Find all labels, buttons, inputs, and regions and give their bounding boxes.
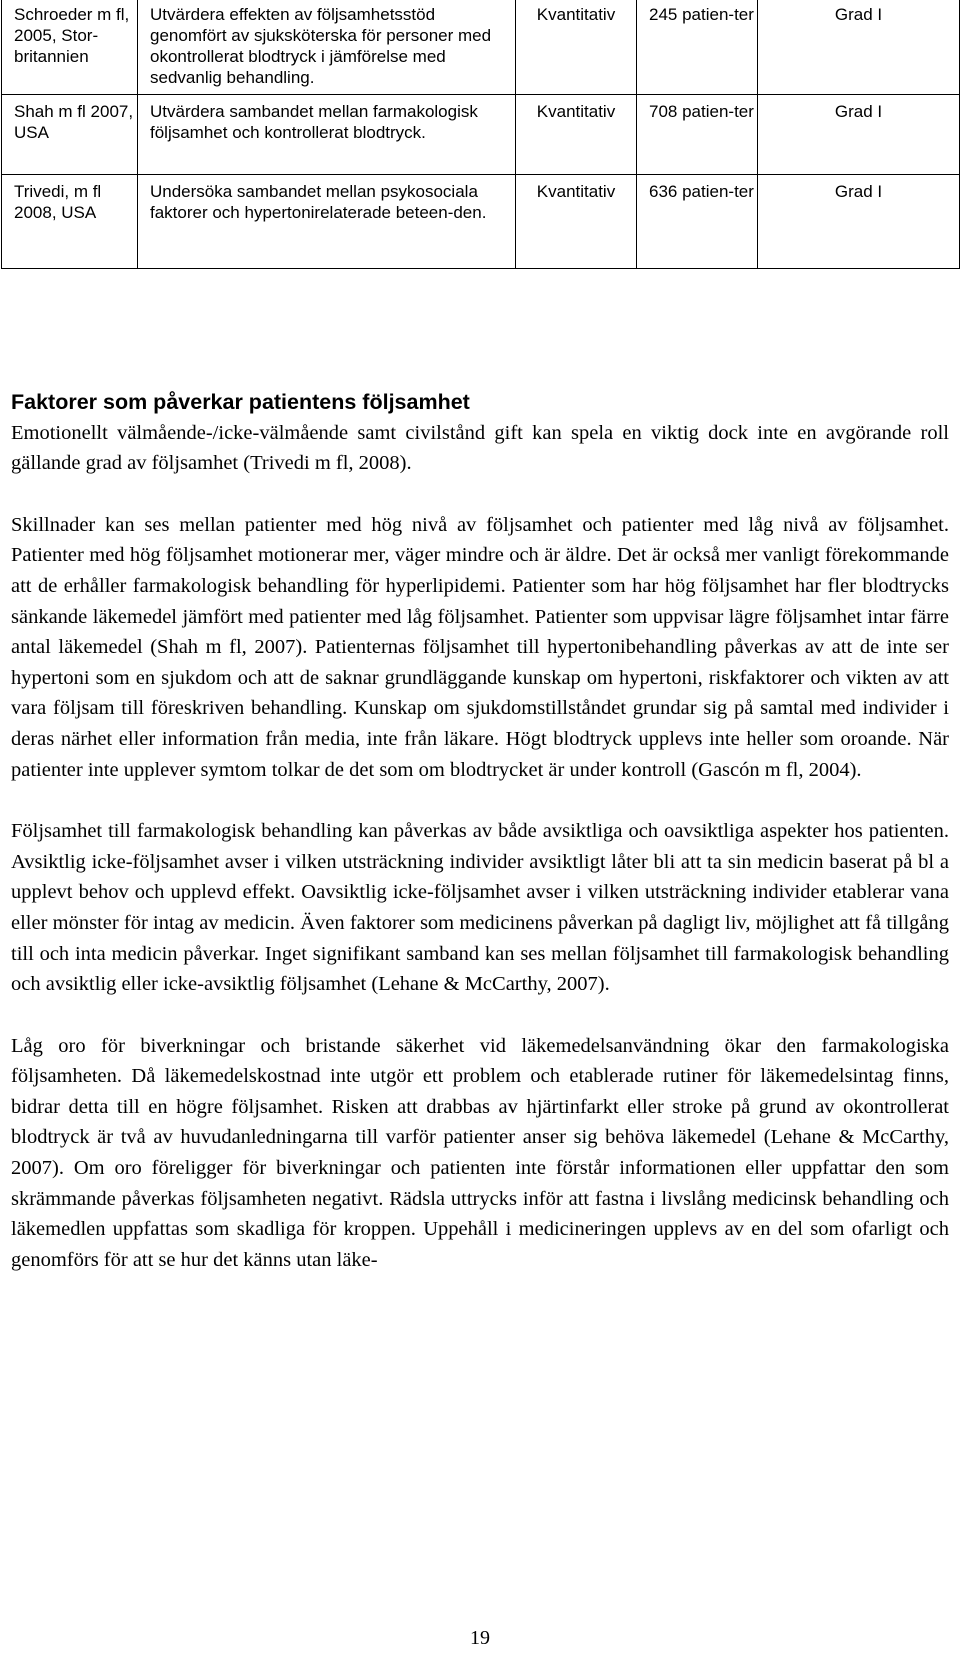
- studies-table: [1, 0, 960, 269]
- cell-aim: Utvärdera sambandet mellan farmakologisk följsamhet och kontrollerat blodtryck.: [138, 95, 516, 175]
- cell-grade: Grad I: [758, 95, 960, 175]
- cell-sample: 708 patien-ter: [637, 95, 758, 175]
- cell-aim: Undersöka sambandet mellan psykosociala faktorer och hypertonirelaterade beteen-den.: [138, 175, 516, 269]
- table-row: [2, 0, 960, 95]
- paragraph: Skillnader kan ses mellan patienter med hög nivå av följsamhet och patienter med låg nivå av följsamhet. Patienter med hög följsamhet motionerar mer, väger mindre och är äldre. Det är också mer vanligt förekommande att de erhåller farmakologisk behandling för hyperlipidemi. Patienter som har hög följsamhet har fler blodtrycks sänkande läkemedel jämfört med patienter med låg följsamhet. Patienter som uppvisar lägre följsamhet intar färre antal läkemedel (Shah m fl, 2007). Patienternas följsamhet till hypertonibehandling påverkas av att de inte ser hypertoni som en sjukdom och att de saknar grundläggande kunskap om hypertoni, riskfaktorer och vikten av att vara följsam till föreskriven behandling. Kunskap om sjukdomstillståndet grundar sig på samtal med individer i deras närhet eller information från media, inte från läkare. Högt blodtryck upplevs inte heller som oroande. När patienter inte upplever symtom tolkar de det som om blodtrycket är under kontroll (Gascón m fl, 2004).: [11, 513, 949, 781]
- table-row: [2, 175, 960, 269]
- paragraph: Låg oro för biverkningar och bristande säkerhet vid läkemedelsanvändning ökar den farmakologiska följsamheten. Då läkemedelskostnad inte utgör ett problem och etablerade rutiner för läkemedelsintag finns, bidrar detta till en högre följsamhet. Risken att drabbas av hjärtinfarkt eller stroke på grund av okontrollerat blodtryck är två av huvudanledningarna till varför patienter anser sig behöva läkemedel (Lehane & McCarthy, 2007). Om oro föreligger för biverkningar och patienten inte förstår informationen eller uppfattar den som skrämmande påverkas följsamheten negativt. Rädsla uttrycks inför att fastna i livslång medicinsk behandling och läkemedlen uppfattas som skadliga för kroppen. Uppehåll i medicineringen upplevs av en del som ofarligt och genomförs för att se hur det känns utan läke-: [11, 1034, 949, 1271]
- cell-aim: Utvärdera effekten av följsamhetsstöd genomfört av sjuksköterska för personer med okontrollerat blodtryck i jämförelse med sedvanlig behandling.: [138, 0, 516, 95]
- section-heading: Faktorer som påverkar patientens följsamhet: [11, 390, 470, 414]
- cell-author: Schroeder m fl, 2005, Stor-britannien: [2, 0, 138, 95]
- cell-sample: 245 patien-ter: [637, 0, 758, 95]
- cell-method: Kvantitativ: [516, 175, 637, 269]
- body-text: [11, 387, 949, 1306]
- cell-method: Kvantitativ: [516, 95, 637, 175]
- cell-author: Trivedi, m fl 2008, USA: [2, 175, 138, 269]
- cell-grade: Grad I: [758, 0, 960, 95]
- cell-author: Shah m fl 2007, USA: [2, 95, 138, 175]
- cell-sample: 636 patien-ter: [637, 175, 758, 269]
- paragraph: Följsamhet till farmakologisk behandling kan påverkas av både avsiktliga och oavsiktliga aspekter hos patienten. Avsiktlig icke-följsamhet avser i vilken utsträckning individer avsiktligt låter bli att ta sin medicin baserat på bl a upplevt behov och upplevd effekt. Oavsiktlig icke-följsamhet avser i vilken utsträckning individer etablerar vana eller mönster för intag av medicin. Även faktorer som medicinens påverkan på dagligt liv, möjlighet att få tillgång till och inta medicin påverkar. Inget signifikant samband kan ses mellan följsamhet till farmakologisk behandling och avsiktlig eller icke-avsiktlig följsamhet (Lehane & McCarthy, 2007).: [11, 820, 949, 996]
- page-number: 19: [470, 1627, 490, 1649]
- cell-grade: Grad I: [758, 175, 960, 269]
- table-row: [2, 95, 960, 175]
- cell-method: Kvantitativ: [516, 0, 637, 95]
- paragraph: Emotionellt välmående-/icke-välmående samt civilstånd gift kan spela en viktig dock inte en avgörande roll gällande grad av följsamhet (Trivedi m fl, 2008).: [11, 421, 949, 475]
